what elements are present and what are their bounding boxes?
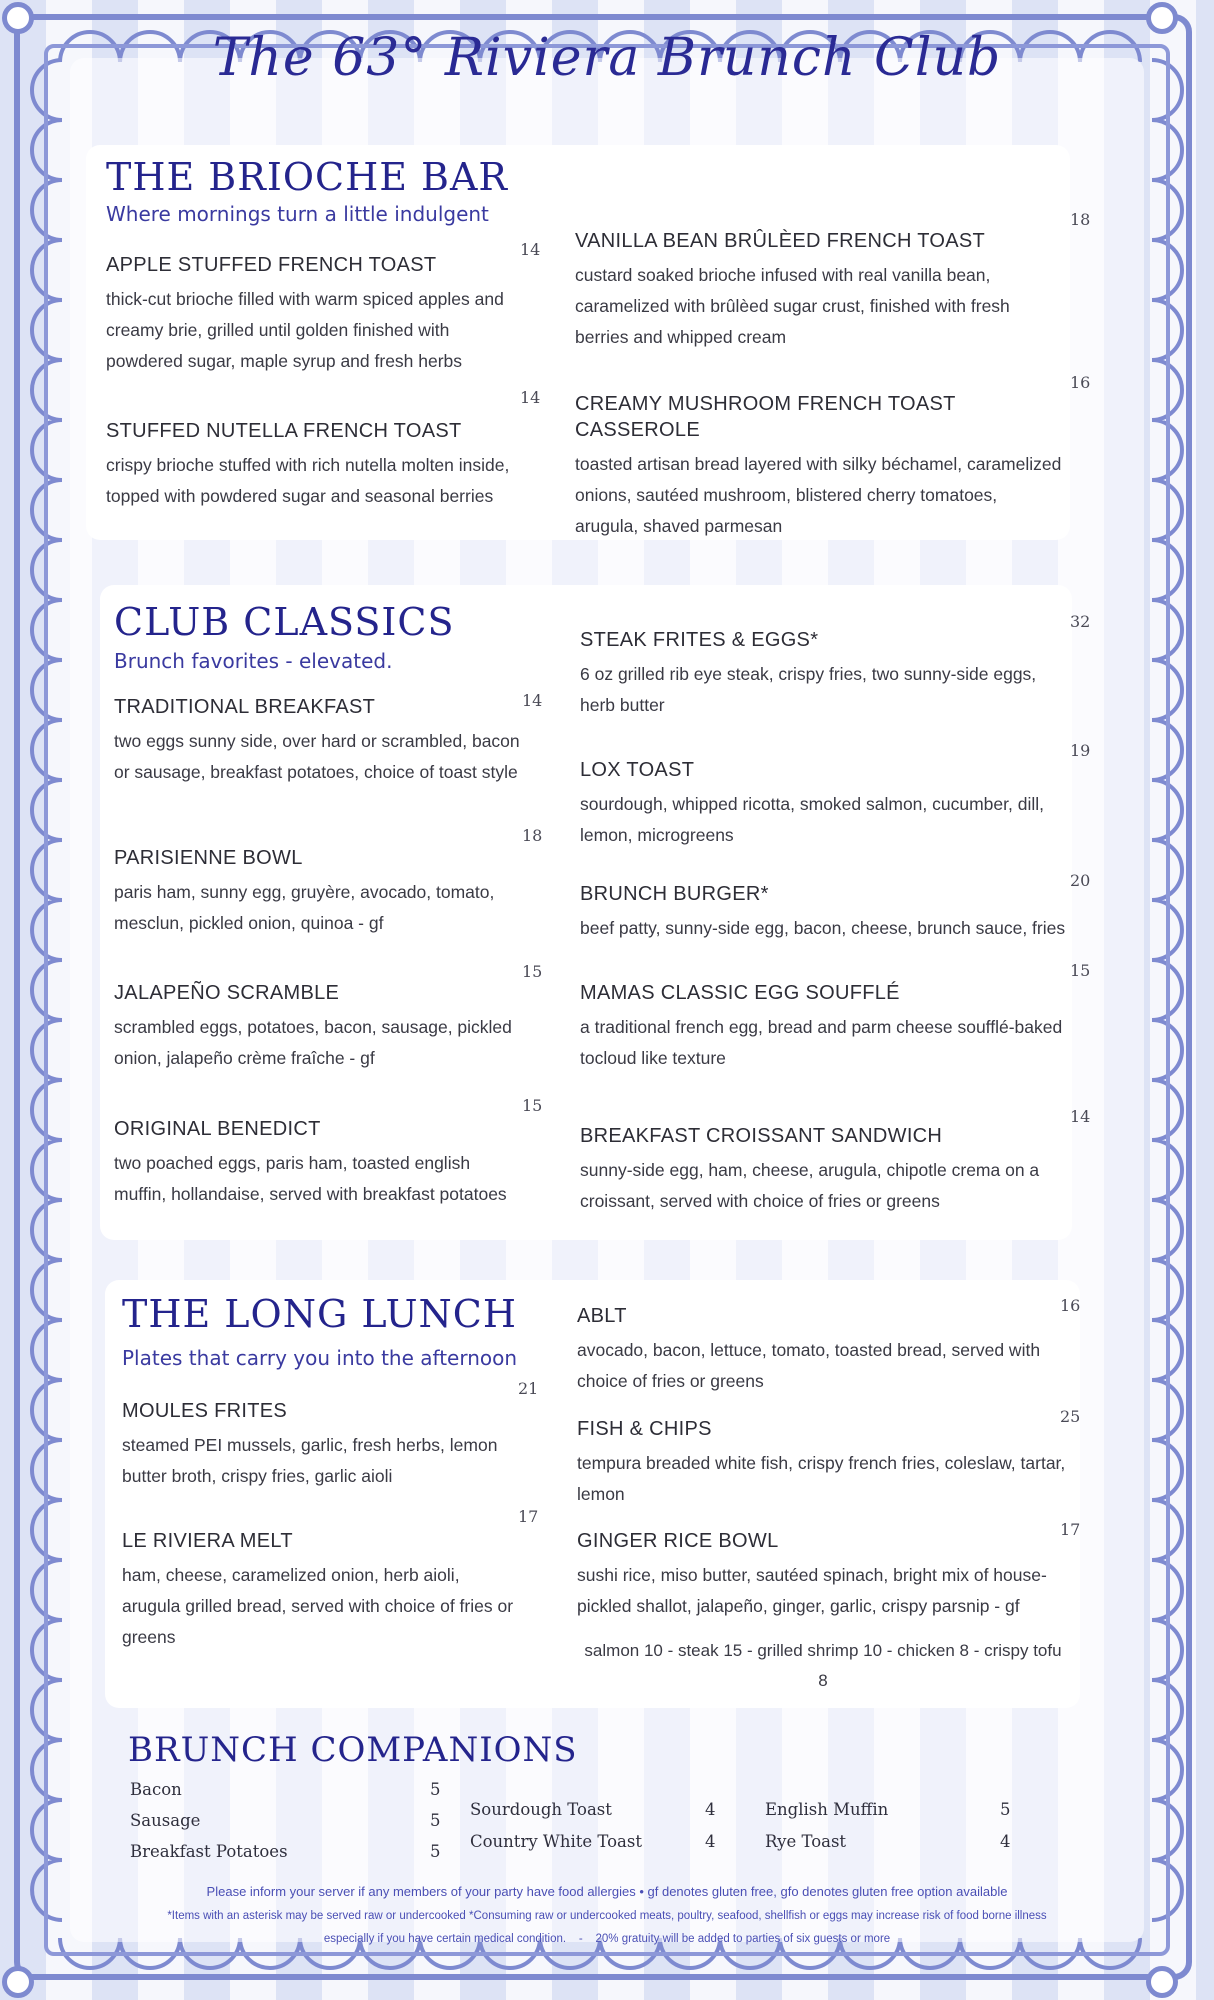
side-price: 5 bbox=[430, 1780, 441, 1799]
item-price: 16 bbox=[1070, 373, 1091, 392]
raw-food-notice: *Items with an asterisk may be served raw or undercooked *Consuming raw or undercooked meats, poultry, seafood, shellfish or eggs may increase risk of food borne illness bbox=[167, 1910, 1047, 1922]
item-description: thick-cut brioche filled with warm spiced apples and creamy brie, grilled until golden finished with powdered sugar, maple syrup and fresh herbs bbox=[106, 289, 504, 371]
item-description: 6 oz grilled rib eye steak, crispy fries, two sunny-side eggs, herb butter bbox=[580, 664, 1037, 715]
menu-item bbox=[577, 1303, 1067, 1397]
side-item bbox=[130, 1780, 440, 1799]
menu-item bbox=[122, 1398, 522, 1492]
item-name: PARISIENNE BOWL bbox=[114, 847, 303, 869]
side-price: 4 bbox=[705, 1832, 716, 1851]
item-price: 14 bbox=[1070, 1107, 1091, 1126]
side-item bbox=[130, 1811, 440, 1830]
side-item bbox=[470, 1800, 720, 1819]
item-name: FISH & CHIPS bbox=[577, 1418, 712, 1440]
item-name: BRUNCH BURGER* bbox=[580, 883, 769, 905]
item-price: 15 bbox=[522, 1096, 543, 1115]
item-description: toasted artisan bread layered with silky béchamel, caramelized onions, sautéed mushroom, blistered cherry tomatoes, arugula, shaved parmesan bbox=[575, 454, 1062, 536]
item-price: 19 bbox=[1070, 741, 1091, 760]
menu-item bbox=[575, 391, 1065, 542]
item-price: 14 bbox=[520, 388, 541, 407]
menu-item bbox=[114, 1116, 524, 1210]
item-name: VANILLA BEAN BRÛLÈED FRENCH TOAST bbox=[575, 230, 986, 252]
item-description: a traditional french egg, bread and parm cheese soufflé-baked tocloud like texture bbox=[580, 1017, 1063, 1068]
item-name: ABLT bbox=[577, 1305, 627, 1327]
menu-item bbox=[580, 980, 1070, 1074]
menu-item bbox=[580, 627, 1070, 721]
item-name: ORIGINAL BENEDICT bbox=[114, 1118, 321, 1140]
corner-ornament-bl bbox=[2, 1966, 34, 1998]
side-price: 5 bbox=[430, 1811, 441, 1830]
item-description: ham, cheese, caramelized onion, herb aioli, arugula grilled bread, served with choice of fries or greens bbox=[122, 1565, 514, 1647]
item-description: sunny-side egg, ham, cheese, arugula, chipotle crema on a croissant, served with choice of fries or greens bbox=[580, 1160, 1040, 1211]
item-name: CREAMY MUSHROOM FRENCH TOAST CASSEROLE bbox=[575, 393, 956, 441]
item-description: paris ham, sunny egg, gruyère, avocado, tomato, mesclun, pickled onion, quinoa - gf bbox=[114, 882, 495, 933]
side-name: Bacon bbox=[130, 1780, 182, 1799]
item-name: MAMAS CLASSIC EGG SOUFFLÉ bbox=[580, 982, 900, 1004]
side-name: Country White Toast bbox=[470, 1832, 642, 1851]
item-description: beef patty, sunny-side egg, bacon, cheese, brunch sauce, fries bbox=[580, 918, 1066, 938]
item-name: APPLE STUFFED FRENCH TOAST bbox=[106, 254, 437, 276]
item-name: STUFFED NUTELLA FRENCH TOAST bbox=[106, 420, 462, 442]
menu-item bbox=[580, 757, 1070, 851]
side-price: 4 bbox=[1000, 1832, 1011, 1851]
item-price: 21 bbox=[518, 1379, 539, 1398]
restaurant-title: The 63° Riviera Brunch Club bbox=[212, 28, 1002, 88]
classics-subtitle: Brunch favorites - elevated. bbox=[114, 649, 393, 673]
brioche-title: THE BRIOCHE BAR bbox=[106, 155, 509, 199]
side-item bbox=[765, 1800, 1015, 1819]
gratuity-notice: especially if you have certain medical condition. - 20% gratuity will be added to parties of six guests or more bbox=[323, 1933, 891, 1945]
item-name: JALAPEÑO SCRAMBLE bbox=[114, 982, 340, 1004]
classics-title: CLUB CLASSICS bbox=[114, 600, 455, 644]
allergy-notice: Please inform your server if any members of your party have food allergies • gf denotes gluten free, gfo denotes gluten free option available bbox=[206, 1884, 1008, 1899]
menu-item bbox=[575, 228, 1065, 353]
side-name: Breakfast Potatoes bbox=[130, 1842, 288, 1861]
item-name: LOX TOAST bbox=[580, 759, 695, 781]
item-description: steamed PEI mussels, garlic, fresh herbs, lemon butter broth, crispy fries, garlic aioli bbox=[122, 1435, 498, 1486]
item-description: two eggs sunny side, over hard or scrambled, bacon or sausage, breakfast potatoes, choice of toast style bbox=[114, 731, 520, 782]
menu-item bbox=[122, 1528, 522, 1653]
item-name: GINGER RICE BOWL bbox=[577, 1530, 779, 1552]
item-price: 18 bbox=[522, 826, 543, 845]
side-name: Sourdough Toast bbox=[470, 1800, 612, 1819]
corner-ornament-br bbox=[1146, 1966, 1178, 1998]
item-price: 15 bbox=[522, 962, 543, 981]
item-price: 25 bbox=[1060, 1407, 1081, 1426]
companions-title: BRUNCH COMPANIONS bbox=[128, 1730, 578, 1770]
protein-addons: salmon 10 - steak 15 - grilled shrimp 10 - chicken 8 - crispy tofu 8 bbox=[584, 1641, 1062, 1690]
item-name: TRADITIONAL BREAKFAST bbox=[114, 696, 376, 718]
side-name: Rye Toast bbox=[765, 1832, 847, 1851]
menu-item bbox=[580, 881, 1070, 944]
item-name: LE RIVIERA MELT bbox=[122, 1530, 293, 1552]
item-price: 32 bbox=[1070, 612, 1091, 631]
item-name: STEAK FRITES & EGGS* bbox=[580, 629, 819, 651]
menu-item bbox=[114, 694, 524, 788]
item-price: 14 bbox=[522, 691, 543, 710]
side-item bbox=[470, 1832, 720, 1851]
side-item bbox=[130, 1842, 440, 1861]
item-price: 15 bbox=[1070, 961, 1091, 980]
item-description: sushi rice, miso butter, sautéed spinach, bright mix of house-pickled shallot, jalapeño, ginger, garlic, crispy parsnip - gf bbox=[577, 1565, 1047, 1616]
menu-item bbox=[114, 845, 524, 939]
item-description: avocado, bacon, lettuce, tomato, toasted bread, served with choice of fries or greens bbox=[577, 1340, 1041, 1391]
menu-item bbox=[580, 1123, 1070, 1217]
item-description: custard soaked brioche infused with real vanilla bean, caramelized with brûlèed sugar crust, finished with fresh berries and whipped cream bbox=[575, 265, 1010, 347]
item-price: 17 bbox=[1060, 1520, 1081, 1539]
item-name: MOULES FRITES bbox=[122, 1400, 288, 1422]
item-price: 18 bbox=[1070, 210, 1091, 229]
side-price: 5 bbox=[1000, 1800, 1011, 1819]
item-description: two poached eggs, paris ham, toasted english muffin, hollandaise, served with breakfast potatoes bbox=[114, 1153, 507, 1204]
item-description: sourdough, whipped ricotta, smoked salmon, cucumber, dill, lemon, microgreens bbox=[580, 794, 1044, 845]
item-name: BREAKFAST CROISSANT SANDWICH bbox=[580, 1125, 943, 1147]
side-name: Sausage bbox=[130, 1811, 201, 1830]
item-description: tempura breaded white fish, crispy french fries, coleslaw, tartar, lemon bbox=[577, 1453, 1066, 1504]
lunch-title: THE LONG LUNCH bbox=[122, 1292, 518, 1336]
brioche-subtitle: Where mornings turn a little indulgent bbox=[106, 202, 489, 226]
item-price: 17 bbox=[518, 1507, 539, 1526]
menu-item bbox=[577, 1528, 1067, 1622]
item-price: 20 bbox=[1070, 871, 1091, 890]
side-item bbox=[765, 1832, 1015, 1851]
menu-item bbox=[106, 252, 526, 377]
item-price: 14 bbox=[520, 240, 541, 259]
item-description: scrambled eggs, potatoes, bacon, sausage, pickled onion, jalapeño crème fraîche - gf bbox=[114, 1017, 512, 1068]
menu-item bbox=[577, 1416, 1067, 1510]
lunch-subtitle: Plates that carry you into the afternoon bbox=[122, 1346, 518, 1370]
side-name: English Muffin bbox=[765, 1800, 889, 1819]
menu-item bbox=[106, 418, 526, 512]
side-price: 4 bbox=[705, 1800, 716, 1819]
menu-item bbox=[114, 980, 524, 1074]
side-price: 5 bbox=[430, 1842, 441, 1861]
item-price: 16 bbox=[1060, 1296, 1081, 1315]
item-description: crispy brioche stuffed with rich nutella molten inside, topped with powdered sugar and seasonal berries bbox=[106, 455, 510, 506]
